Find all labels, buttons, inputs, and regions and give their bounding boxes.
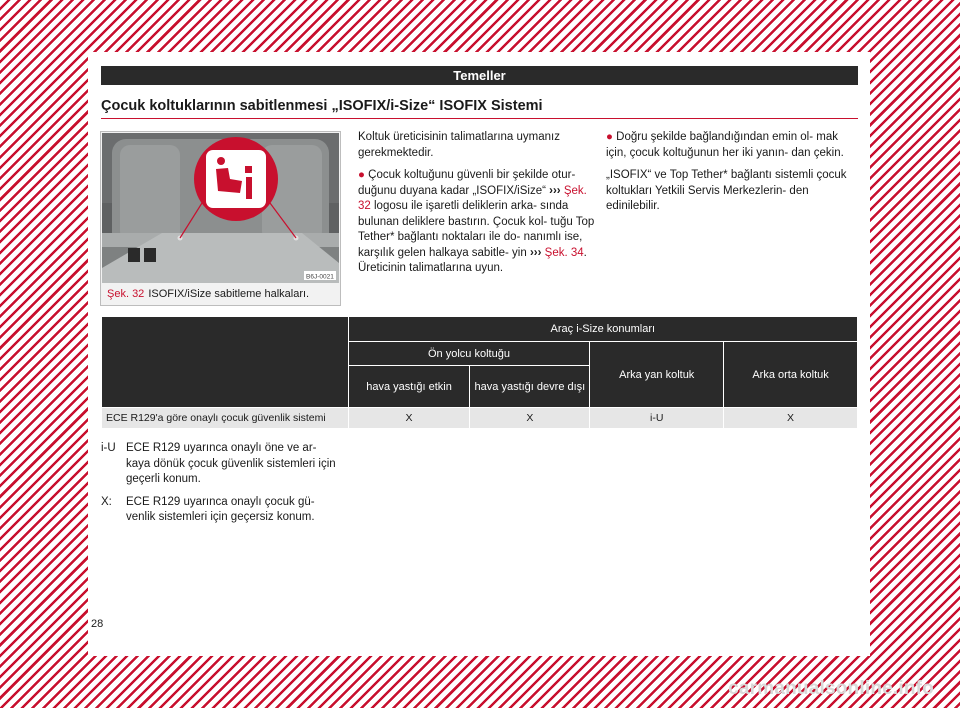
legend-item <box>101 495 341 526</box>
bullet-text-1a: Çocuk koltuğunu güvenli bir şekilde otur- duğunu duyana kadar „ISOFIX/iSize“ <box>358 169 576 197</box>
table-header-rear-side: Arka yan koltuk <box>590 342 724 408</box>
table-header-front-passenger: Ön yolcu koltuğu <box>348 342 590 366</box>
table-cell: i-U <box>590 408 724 429</box>
chapter-header: Temeller <box>101 66 858 85</box>
legend-text: ECE R129 uyarınca onaylı çocuk gü- venlik sistemleri için geçersiz konum. <box>126 495 315 523</box>
bullet-icon: ● <box>358 169 365 181</box>
reference-link-sek32[interactable]: Şek. 32 <box>358 184 587 212</box>
bullet-text-1b: logosu ile işaretli deliklerin arka- sında bulunan deliklere bastırın. Çocuk kol- tuğu Top Tether* bağlantı noktaları ile do- nanımlı ise, karşılık gelen halkaya sabitle- yin <box>358 200 595 259</box>
isofix-seat-illustration <box>102 133 339 283</box>
figure-code: B6J-0021 <box>306 273 334 281</box>
text-column-1 <box>358 130 598 284</box>
bullet-paragraph-1 <box>358 168 598 277</box>
table-header-airbag-off: hava yastığı devre dışı <box>470 366 590 408</box>
intro-paragraph: Koltuk üreticisinin talimatlarına uymanız gerekmektedir. <box>358 131 560 159</box>
reference-arrows-icon: ››› <box>529 246 542 259</box>
reference-arrows-icon: ››› <box>549 184 561 197</box>
table-corner-cell <box>102 317 349 408</box>
bullet-text-1c: . Üreticinin talimatlarına uyun. <box>358 246 587 274</box>
figure-caption-ref[interactable]: Şek. 32 <box>107 288 145 300</box>
table-legend <box>101 441 341 533</box>
table-header-airbag-on: hava yastığı etkin <box>348 366 470 408</box>
legend-text: ECE R129 uyarınca onaylı öne ve ar- kaya dönük çocuk güvenlik sistemleri için geçerli konum. <box>126 442 336 485</box>
legend-key: i-U <box>101 442 116 454</box>
table-row <box>102 408 858 429</box>
table-header-rear-middle: Arka orta koltuk <box>724 342 858 408</box>
bullet-icon: ● <box>606 131 613 143</box>
bullet-paragraph-2 <box>606 130 856 161</box>
table-cell: X <box>724 408 858 429</box>
table-cell: X <box>348 408 470 429</box>
watermark: carmanualsonline.info <box>728 678 934 699</box>
table-group-header: Araç i-Size konumları <box>348 317 857 342</box>
page-number: 28 <box>91 618 104 630</box>
bullet-text-2: Doğru şekilde bağlandığından emin ol- mak için, çocuk koltuğunun her iki yanın- dan çekin. <box>606 131 844 159</box>
text-column-2 <box>606 130 856 222</box>
figure-caption-text: ISOFIX/iSize sabitleme halkaları. <box>148 288 310 300</box>
reference-link-sek34[interactable]: Şek. 34 <box>544 246 584 259</box>
isize-positions-table <box>101 316 858 429</box>
figure-caption <box>107 288 309 300</box>
figure-isofix <box>100 131 341 306</box>
info-paragraph: „ISOFIX“ ve Top Tether* bağlantı sistemli çocuk koltukları Yetkili Servis Merkezlerin- den edinilebilir. <box>606 169 847 212</box>
table-cell: X <box>470 408 590 429</box>
table-row-label: ECE R129'a göre onaylı çocuk güvenlik sistemi <box>102 408 349 429</box>
section-title: Çocuk koltuklarının sabitlenmesi „ISOFIX/i-Size“ ISOFIX Sistemi <box>101 98 543 114</box>
legend-item <box>101 441 341 488</box>
legend-key: X: <box>101 495 112 508</box>
title-divider <box>101 118 858 119</box>
